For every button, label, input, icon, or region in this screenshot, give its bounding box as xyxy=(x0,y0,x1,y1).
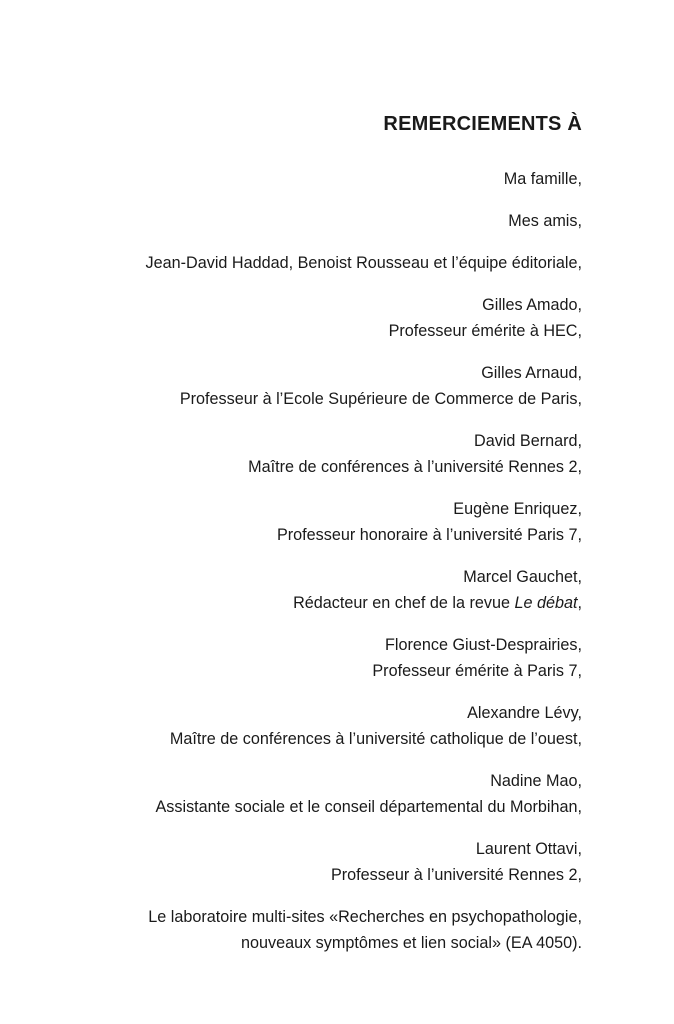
entry-line: Jean-David Haddad, Benoist Rousseau et l’équipe éditoriale, xyxy=(145,254,582,272)
person-title: Professeur honoraire à l’université Paris 7, xyxy=(276,526,582,544)
title-text: Rédacteur en chef de la revue xyxy=(293,594,515,612)
person-title: Professeur émérite à Paris 7, xyxy=(372,662,582,680)
journal-name: Le débat xyxy=(514,594,578,612)
entry-line: Mes amis, xyxy=(508,212,582,230)
title-punctuation: , xyxy=(577,594,582,612)
acknowledgement-entry xyxy=(102,904,582,956)
person-title: Maître de conférences à l’université catholique de l’ouest, xyxy=(169,730,582,748)
person-name: Nadine Mao, xyxy=(490,772,582,790)
person-name: Gilles Arnaud, xyxy=(481,364,582,382)
person-name: Eugène Enriquez, xyxy=(453,500,582,518)
person-name: Florence Giust-Desprairies, xyxy=(384,636,582,654)
acknowledgement-entry xyxy=(102,564,582,616)
acknowledgement-entry xyxy=(102,360,582,412)
person-title: Maître de conférences à l’université Rennes 2, xyxy=(248,458,582,476)
page-title: REMERCIEMENTS À xyxy=(383,113,582,135)
acknowledgement-entry xyxy=(102,208,582,234)
entry-line: Ma famille, xyxy=(503,170,582,188)
person-name: Marcel Gauchet, xyxy=(463,568,582,586)
person-name: Alexandre Lévy, xyxy=(467,704,582,722)
acknowledgement-entry xyxy=(102,292,582,344)
person-title: Assistante sociale et le conseil départemental du Morbihan, xyxy=(155,798,582,816)
person-title: Professeur à l’université Rennes 2, xyxy=(330,866,582,884)
acknowledgement-entry xyxy=(102,632,582,684)
acknowledgement-entry xyxy=(102,836,582,888)
acknowledgement-entry xyxy=(102,496,582,548)
person-name: Gilles Amado, xyxy=(482,296,582,314)
lab-name-continued: nouveaux symptômes et lien social» (EA 4050). xyxy=(240,934,582,952)
acknowledgement-entry xyxy=(102,768,582,820)
acknowledgement-entry xyxy=(102,428,582,480)
acknowledgement-entry xyxy=(102,250,582,276)
lab-name: Le laboratoire multi-sites «Recherches en psychopathologie, xyxy=(148,908,582,926)
acknowledgement-entry xyxy=(102,700,582,752)
person-title xyxy=(102,590,582,616)
acknowledgement-entry xyxy=(102,166,582,192)
person-title: Professeur émérite à HEC, xyxy=(388,322,582,340)
person-name: David Bernard, xyxy=(474,432,582,450)
person-title: Professeur à l’Ecole Supérieure de Commerce de Paris, xyxy=(179,390,582,408)
person-name: Laurent Ottavi, xyxy=(475,840,582,858)
acknowledgements-section xyxy=(102,112,582,972)
